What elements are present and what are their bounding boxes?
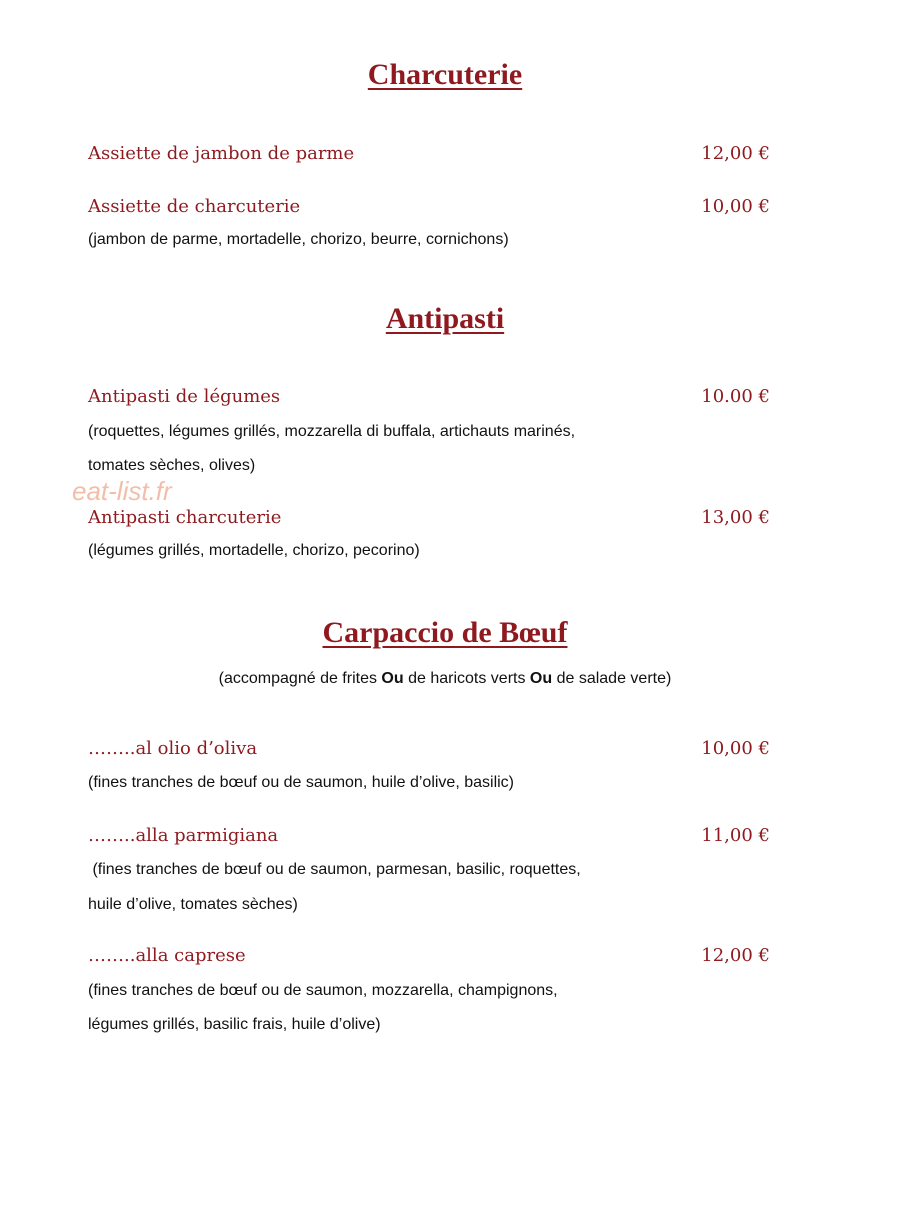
- subtitle-emphasis: Ou: [381, 670, 404, 687]
- subtitle-text: de haricots verts: [403, 670, 530, 687]
- menu-item-price: 12,00 €: [701, 945, 770, 966]
- section-title-carpaccio: Carpaccio de Bœuf: [322, 616, 568, 649]
- section-title-antipasti: Antipasti: [385, 302, 505, 335]
- subtitle-text: (accompagné de frites: [218, 670, 382, 687]
- menu-item-description: (fines tranches de bœuf ou de saumon, parmesan, basilic, roquettes,: [88, 861, 581, 878]
- menu-item-price: 12,00 €: [701, 143, 770, 164]
- menu-item-description: (roquettes, légumes grillés, mozzarella di buffala, artichauts marinés,: [88, 423, 576, 440]
- menu-item-name: ……..al olio d’oliva: [88, 738, 258, 759]
- menu-item-price: 10.00 €: [701, 386, 770, 407]
- menu-item-description: (légumes grillés, mortadelle, chorizo, pecorino): [88, 542, 420, 559]
- menu-item-description: huile d’olive, tomates sèches): [88, 896, 298, 913]
- menu-item-name: ……..alla caprese: [88, 945, 246, 966]
- menu-item-name: Antipasti charcuterie: [88, 507, 282, 528]
- menu-item-description: (fines tranches de bœuf ou de saumon, mozzarella, champignons,: [88, 982, 558, 999]
- menu-item-name: Antipasti de légumes: [88, 386, 281, 407]
- menu-item-price: 10,00 €: [701, 196, 770, 217]
- subtitle-emphasis: Ou: [529, 670, 553, 687]
- section-subtitle: [0, 671, 890, 687]
- menu-item-description: (fines tranches de bœuf ou de saumon, huile d’olive, basilic): [88, 774, 514, 791]
- menu-item-name: ……..alla parmigiana: [88, 825, 279, 846]
- subtitle-text: de salade verte): [552, 670, 672, 687]
- menu-item-description: (jambon de parme, mortadelle, chorizo, beurre, cornichons): [88, 231, 509, 248]
- menu-item-price: 11,00 €: [701, 825, 770, 846]
- menu-item-price: 13,00 €: [701, 507, 770, 528]
- menu-item-description: tomates sèches, olives): [88, 457, 256, 474]
- menu-item-name: Assiette de charcuterie: [88, 196, 301, 217]
- watermark-logo: eat-list.fr: [72, 476, 172, 506]
- section-title-charcuterie: Charcuterie: [367, 58, 523, 91]
- menu-item-description: légumes grillés, basilic frais, huile d’olive): [88, 1016, 381, 1033]
- menu-item-price: 10,00 €: [701, 738, 770, 759]
- menu-item-name: Assiette de jambon de parme: [88, 143, 355, 164]
